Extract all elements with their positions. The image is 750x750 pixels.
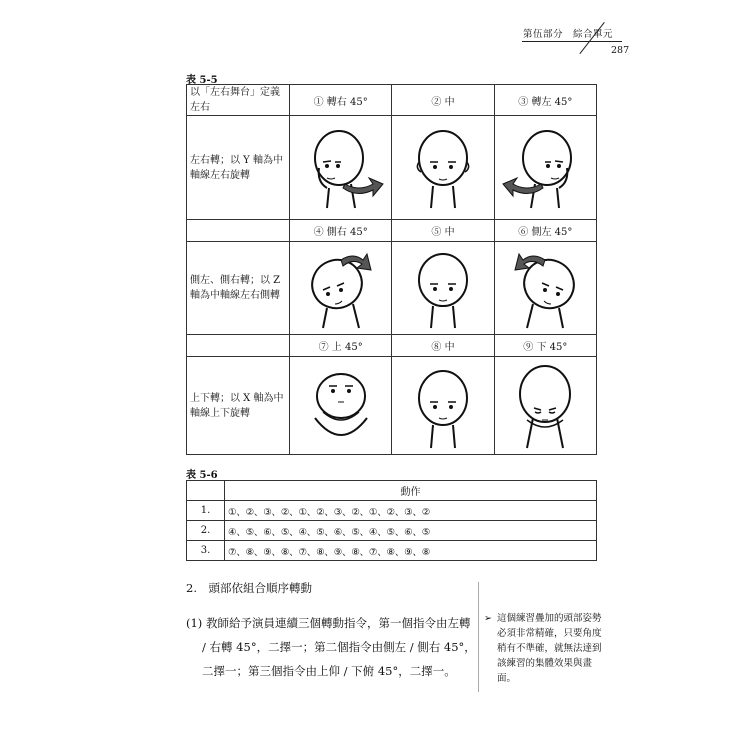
body-paragraph [186, 611, 476, 683]
paragraph-line: / 右轉 45°，二擇一；第二個指令由側左 / 側右 45°， [202, 640, 476, 654]
col-header: ⑦ 上 45° [290, 335, 392, 357]
side-note [484, 611, 602, 686]
empty-header [187, 481, 225, 501]
col-header: ⑧ 中 [392, 335, 494, 357]
col-header: ⑨ 下 45° [494, 335, 596, 357]
running-header: 第伍部分 綜合單元 [523, 29, 614, 40]
table-5-6 [186, 480, 597, 561]
action-sequence: ④、⑤、⑥、⑤、④、⑤、⑥、⑤、④、⑤、⑥、⑤ [225, 521, 597, 541]
section-title: 2. 頭部依組合順序轉動 [186, 581, 312, 595]
head-illustration-center [392, 357, 494, 455]
paragraph-line: 二擇一；第三個指令由上仰 / 下俯 45°，二擇一。 [202, 664, 456, 678]
table-5-5 [186, 84, 597, 455]
head-turn-right-icon [293, 122, 389, 214]
col-header: 動作 [225, 481, 597, 501]
col-header: ⑤ 中 [392, 220, 494, 242]
row-label: 左右轉；以 Y 軸為中軸線左右旋轉 [187, 116, 290, 220]
head-illustration-tilt-right [290, 242, 392, 335]
row-number: 3. [187, 541, 225, 561]
col-header: ⑥ 側左 45° [494, 220, 596, 242]
head-illustration-look-down [494, 357, 596, 455]
head-illustration-center [392, 116, 494, 220]
head-tilt-left-icon [497, 246, 593, 330]
col-header: ② 中 [392, 85, 494, 116]
head-front-icon [395, 122, 491, 214]
corner-label: 以「左右舞台」定義左右 [187, 85, 290, 116]
head-illustration-tilt-left [494, 242, 596, 335]
head-illustration-turn-left [494, 116, 596, 220]
table-row [187, 521, 597, 541]
head-look-down-icon [497, 362, 593, 450]
head-tilt-right-icon [293, 246, 389, 330]
note-text: 這個練習疊加的頭部姿勢必須非常精確，只要角度稍有不準確，就無法達到該練習的集體效果與畫面。 [497, 613, 602, 684]
arrow-marker-icon: ➢ [484, 613, 492, 624]
action-sequence: ⑦、⑧、⑨、⑧、⑦、⑧、⑨、⑧、⑦、⑧、⑨、⑧ [225, 541, 597, 561]
head-front-icon [395, 246, 491, 330]
note-divider [478, 582, 479, 692]
empty-label [187, 220, 290, 242]
table-5-6-caption: 表 5-6 [186, 470, 218, 481]
col-header: ① 轉右 45° [290, 85, 392, 116]
head-illustration-center [392, 242, 494, 335]
col-header: ④ 側右 45° [290, 220, 392, 242]
action-sequence: ①、②、③、②、①、②、③、②、①、②、③、② [225, 501, 597, 521]
empty-label [187, 335, 290, 357]
table-5-5-caption: 表 5-5 [186, 75, 218, 86]
head-illustration-turn-right [290, 116, 392, 220]
table-row [187, 501, 597, 521]
head-look-up-icon [293, 362, 389, 450]
row-number: 1. [187, 501, 225, 521]
head-illustration-look-up [290, 357, 392, 455]
table-row [187, 541, 597, 561]
row-label: 上下轉；以 X 軸為中軸線上下旋轉 [187, 357, 290, 455]
page-number: 287 [611, 45, 630, 56]
row-number: 2. [187, 521, 225, 541]
paragraph-line: (1) 教師給予演員連續三個轉動指令，第一個指令由左轉 [186, 616, 471, 630]
head-turn-left-icon [497, 122, 593, 214]
head-front-icon [395, 362, 491, 450]
row-label: 側左、側右轉；以 Z 軸為中軸線左右側轉 [187, 242, 290, 335]
col-header: ③ 轉左 45° [494, 85, 596, 116]
header-rule [522, 41, 622, 42]
